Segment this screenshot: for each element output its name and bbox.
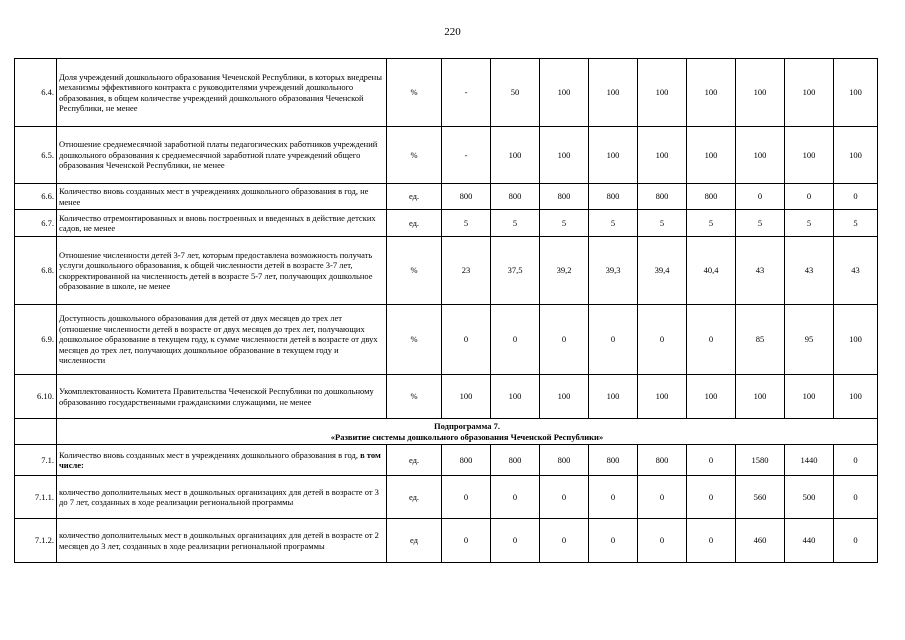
row-value: 37,5 [491,237,540,305]
row-value: 5 [491,210,540,237]
row-value: 800 [540,445,589,476]
row-value: 39,3 [589,237,638,305]
row-value: 85 [736,305,785,375]
row-unit: ед [387,519,442,563]
row-number: 6.9. [15,305,57,375]
section-title-cell [57,419,878,445]
row-value: 0 [687,519,736,563]
row-value: 100 [785,127,834,184]
row-value: - [442,127,491,184]
row-value: 0 [687,445,736,476]
row-value: 0 [687,305,736,375]
row-description [57,127,387,184]
page-number: 220 [444,26,461,38]
row-value: 0 [589,305,638,375]
row-value: 43 [834,237,878,305]
section-title-line2: «Развитие системы дошкольного образования Чеченской Республики» [330,431,604,442]
row-value: 0 [785,184,834,210]
table-row [15,375,878,419]
section-num-cell [15,419,57,445]
row-value: 0 [638,476,687,519]
row-value: 0 [491,305,540,375]
row-value: 0 [540,305,589,375]
row-value: 0 [442,476,491,519]
row-value: 800 [589,184,638,210]
row-description [57,237,387,305]
row-number: 6.5. [15,127,57,184]
row-value: 40,4 [687,237,736,305]
row-value: 800 [540,184,589,210]
table-row [15,59,878,127]
row-value: 100 [687,375,736,419]
row-value: 5 [589,210,638,237]
row-value: 0 [638,519,687,563]
table-body-before [15,59,878,419]
row-value: 100 [785,59,834,127]
row-description-text: Количество вновь созданных мест в учреждениях дошкольного образования в год, [59,449,358,460]
row-value: 1440 [785,445,834,476]
row-value: 0 [442,305,491,375]
row-number: 6.6. [15,184,57,210]
row-number: 6.10. [15,375,57,419]
row-value: 5 [540,210,589,237]
row-value: 800 [491,184,540,210]
row-number: 6.7. [15,210,57,237]
row-unit: ед. [387,184,442,210]
row-value: 1580 [736,445,785,476]
row-value: 100 [491,127,540,184]
row-value: 100 [589,59,638,127]
row-number: 7.1.2. [15,519,57,563]
row-description [57,210,387,237]
row-value: 100 [834,59,878,127]
row-value: 100 [834,127,878,184]
row-value: 100 [540,127,589,184]
row-unit: ед. [387,445,442,476]
row-description-text: Количество вновь созданных мест в учреждениях дошкольного образования в год, не менее [59,186,369,207]
row-value: 0 [442,519,491,563]
row-unit: % [387,237,442,305]
row-value: 100 [785,375,834,419]
row-description-text: Отношение среднемесячной заработной платы педагогических работников учреждений дошкольного образования к среднемесячной заработной плате учреждений общего образования Чеченской Республики, не менее [59,139,378,171]
row-value: 800 [589,445,638,476]
row-value: 100 [491,375,540,419]
row-value: 39,2 [540,237,589,305]
indicators-table [14,58,878,563]
row-value: 440 [785,519,834,563]
row-description-text: количество дополнительных мест в дошкольных организациях для детей в возрасте от 3 до 7 лет, созданных в ходе реализации региональной программы [59,486,379,507]
section-title-line1: Подпрограмма 7. [434,421,500,431]
row-value: 100 [687,59,736,127]
row-description-text: Доля учреждений дошкольного образования Чеченской Республики, в которых внедрены механизмы эффективного контракта с руководителями учреждений дошкольного образования, в общем количестве учреждений дошкольного образования Чеченской Республики, не менее [59,71,382,113]
row-value: 560 [736,476,785,519]
row-value: 100 [540,59,589,127]
row-value: 0 [540,519,589,563]
row-description [57,375,387,419]
row-value: 0 [638,305,687,375]
row-number: 6.4. [15,59,57,127]
row-value: 0 [834,445,878,476]
row-description-text: количество дополнительных мест в дошкольных организациях для детей в возрасте от 2 месяцев до 3 лет, созданных в ходе реализации региональной программы [59,530,379,551]
row-value: 0 [834,476,878,519]
table-row [15,519,878,563]
row-value: 100 [638,127,687,184]
row-value: 5 [785,210,834,237]
row-unit: % [387,127,442,184]
row-value: 0 [687,476,736,519]
table-row [15,476,878,519]
row-description-text: Количество отремонтированных и вновь построенных и введенных в действие детских садов, не менее [59,212,376,233]
row-number: 6.8. [15,237,57,305]
row-value: 50 [491,59,540,127]
row-value: 500 [785,476,834,519]
row-description-text: Доступность дошкольного образования для детей от двух месяцев до трех лет (отношение численности детей в возрасте от двух месяцев до трех лет, получающих дошкольное образование в текущем году, к сумме численности детей в возрасте от двух месяцев до трех лет, получающих дошкольное образование в текущем году и численности [59,313,378,366]
row-number: 7.1.1. [15,476,57,519]
row-value: 0 [589,519,638,563]
row-value: 0 [491,519,540,563]
row-value: 43 [736,237,785,305]
row-value: 39,4 [638,237,687,305]
section-row [15,419,878,445]
row-unit: % [387,59,442,127]
row-value: 5 [736,210,785,237]
row-description [57,184,387,210]
row-value: 5 [638,210,687,237]
row-unit: ед. [387,210,442,237]
row-description-text: Укомплектованность Комитета Правительства Чеченской Республики по дошкольному образованию государственными гражданскими служащими, не менее [59,386,374,407]
row-value: 5 [687,210,736,237]
row-value: 100 [687,127,736,184]
row-unit: % [387,375,442,419]
row-value: 100 [540,375,589,419]
row-value: 460 [736,519,785,563]
row-value: 23 [442,237,491,305]
row-description [57,59,387,127]
row-value: 100 [736,375,785,419]
row-description [57,476,387,519]
row-value: 95 [785,305,834,375]
table-row [15,210,878,237]
row-value: 100 [638,59,687,127]
row-value: 800 [638,184,687,210]
row-description-bold: в том числе: [59,449,381,470]
row-description [57,445,387,476]
row-value: 100 [442,375,491,419]
row-value: 100 [589,375,638,419]
row-unit: ед. [387,476,442,519]
table-row [15,184,878,210]
row-value: 100 [834,375,878,419]
row-value: 800 [687,184,736,210]
row-value: 0 [491,476,540,519]
row-value: 800 [442,445,491,476]
row-value: 800 [442,184,491,210]
row-value: 100 [736,59,785,127]
row-value: 5 [442,210,491,237]
row-value: 5 [834,210,878,237]
table-row [15,127,878,184]
row-value: - [442,59,491,127]
row-value: 0 [540,476,589,519]
row-number: 7.1. [15,445,57,476]
table-body-after [15,445,878,563]
table-row [15,305,878,375]
row-description [57,519,387,563]
row-value: 100 [736,127,785,184]
row-value: 100 [589,127,638,184]
table-row [15,237,878,305]
row-unit: % [387,305,442,375]
row-value: 0 [589,476,638,519]
section-row-group [15,419,878,445]
row-value: 100 [834,305,878,375]
row-value: 43 [785,237,834,305]
row-value: 800 [491,445,540,476]
row-value: 0 [736,184,785,210]
row-value: 800 [638,445,687,476]
row-value: 0 [834,184,878,210]
row-value: 100 [638,375,687,419]
row-value: 0 [834,519,878,563]
table-row [15,445,878,476]
row-description [57,305,387,375]
row-description-text: Отношение численности детей 3-7 лет, которым предоставлена возможность получать услуги дошкольного образования, к общей численности детей в возрасте 3-7 лет, скорректированной на численность детей в возрасте 5-7 лет, получающих дошкольное образование в школе, не менее [59,249,373,291]
